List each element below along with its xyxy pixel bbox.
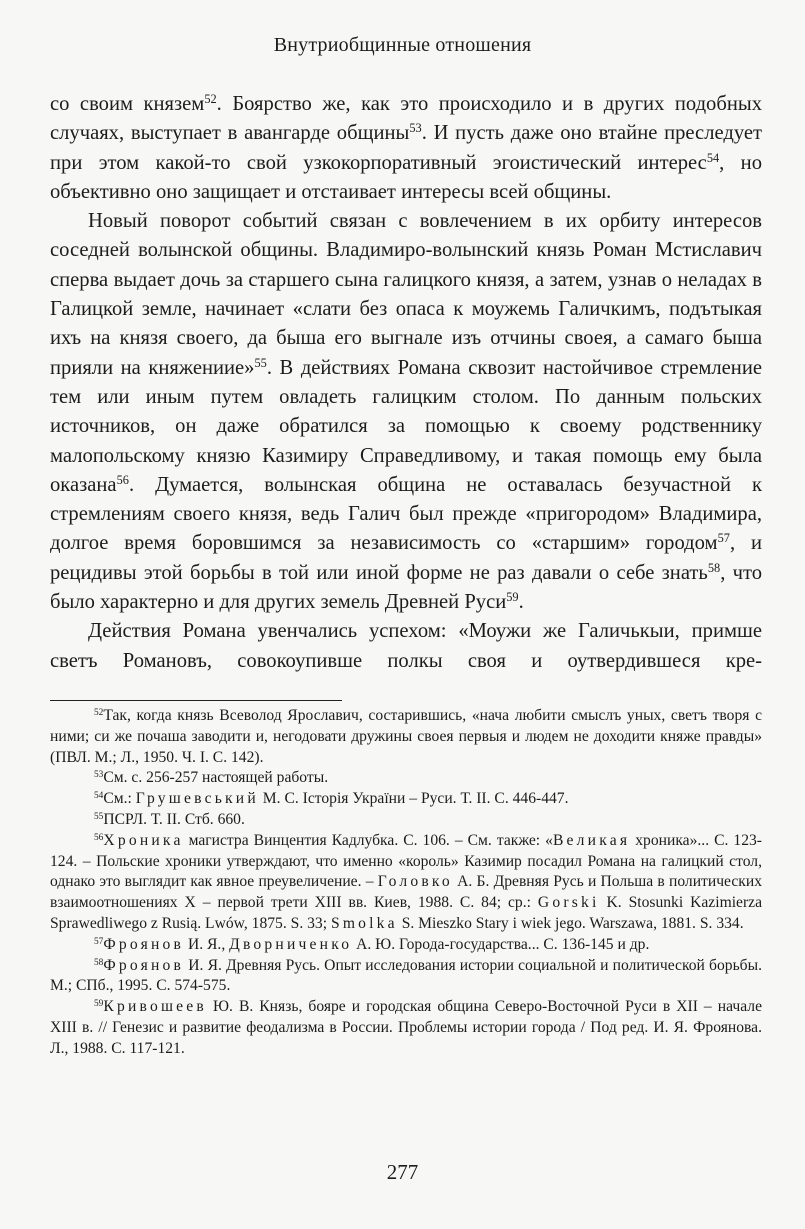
spaced-emphasis: Дворниченко [229,935,353,953]
footnote-reference: 53 [409,121,422,136]
footnote-reference: 59 [506,590,519,605]
text-run: Новый поворот событий связан с вовлечением в их орбиту интересов соседней волынской общины. Владимиро-волынский князь Роман Мстиславич сперва выдает дочь за старшего сына галицкого князя, а затем, узнав о неладах в Галицкой земле, начинает «слати без опаса к моужемь Галичкимъ, подътыкая ихъ на князя своего, да быша его выгнале изъ отчины своея, а самаго быша прияли на княжениие» [50,210,762,379]
footnotes [50,706,762,1060]
text-run: М. С. Історія України – Руси. Т. ІІ. С. 446-447. [258,790,569,808]
footnote-58 [50,956,762,998]
text-run: магистра Винцентия Кадлубка. С. 106. – См. также: « [183,831,553,849]
text-run: , и рецидивы этой борьбы в той или иной форме не раз давали о себе знать [50,532,762,584]
spaced-emphasis: Кривошеев [103,998,207,1016]
footnote-56 [50,831,762,935]
spaced-emphasis: Грушевський [135,790,259,808]
text-run: хроника»... С. 123-124. – Польские хроники утверждают, что именно «король» Казимир посадил Романа на галицкий стол, однако это выглядит как явное преувеличение. – [50,831,762,891]
text-run: А. Ю. Города-государства... С. 136-145 и др. [352,935,650,953]
footnote-reference: 55 [254,355,267,370]
text-run: , но объективно оно защищает и отстаивает интересы всей общины. [50,151,762,203]
spaced-emphasis: Хроника [103,831,184,849]
text-run: И. Я., [184,935,230,953]
footnote-number: 59 [94,999,104,1010]
spaced-emphasis: Великая [552,831,631,849]
text-run: См.: [103,790,136,808]
footnote-number: 57 [94,936,104,947]
footnote-reference: 56 [116,473,129,488]
paragraph-3 [50,617,762,676]
footnote-reference: 52 [204,92,217,107]
page-number: 277 [386,1160,419,1184]
footnote-separator [50,700,342,701]
paragraph-2 [50,207,762,617]
footnote-reference: 58 [707,560,721,575]
text-run: со своим князем [50,93,205,115]
spaced-emphasis: Smolka [330,914,398,932]
paragraph-1 [50,90,762,207]
text-run: . И пусть даже оно втайне преследует при этом какой-то свой узкокорпоративный эгоистический интерес [50,122,762,174]
running-header: Внутриобщинные отношения [273,34,532,56]
footnote-number: 54 [94,791,104,802]
footnote-reference: 57 [717,531,730,546]
footnote-reference: 54 [706,150,720,165]
spaced-emphasis: Головко [377,873,453,891]
text-run: K. Stosunki Kazimierza Sprawedliwego z Rusią. Lwów, 1875. S. 33; [50,894,762,932]
text-run: . Боярство же, как это происходило и в других подобных случаях, выступает в авангарде общины [50,93,762,145]
main-text [50,90,762,676]
text-run: , что было характерно и для других земель Древней Руси [50,561,762,614]
text-run: И. Я. Древняя Русь. Опыт исследования истории социальной и политической борьбы. М.; СПб., 1995. С. 574-575. [50,956,762,995]
text-run: А. Б. Древняя Русь и Польша в политических взаимоотношениях X – первой трети XIII вв. Киев, 1988. С. 84; ср.: [50,873,762,912]
text-run: ПСРЛ. Т. ІІ. Стб. 660. [103,810,245,828]
spaced-emphasis: Фроянов [103,935,185,953]
text-run: . [518,591,524,614]
footnote-53 [50,768,762,789]
text-run: Так, когда князь Всеволод Ярославич, состарившись, «нача любити смыслъ уных, светъ творя с ними; си же почаша заводити и, негодовати дружины своея первыя и людем не доходити княже правды» (ПВЛ. М.; Л., 1950. Ч. I. С. 142). [50,707,762,766]
footnote-52 [50,706,762,768]
text-run: S. Mieszko Stary i wiek jego. Warszawa, 1881. S. 334. [397,914,744,932]
text-run: . Думается, волынская община не оставалась безучастной к стремлениям своего князя, ведь Галич был прежде «пригородом» Владимира, долгое время боровшимся за независимость со «старшим» городом [50,473,762,555]
footnote-57 [50,935,762,956]
footnote-55 [50,810,762,831]
text-run: Действия Романа увенчались успехом: «Моужи же Галичькыи, примше светъ Романовъ, совокоупивше полкы своя и оутвердившеся кре- [50,620,762,672]
spaced-emphasis: Фроянов [103,956,185,974]
footnote-54 [50,789,762,810]
text-run: . В действиях Романа сквозит настойчивое стремление тем или иным путем овладеть галицким столом. По данным польских источников, он даже обратился за помощью к своему родственнику малопольскому князю Казимиру Справедливому, и такая помощь ему была оказана [50,356,762,496]
footnote-number: 53 [94,770,104,781]
footnote-number: 55 [94,811,104,822]
footnote-number: 52 [94,707,104,718]
text-run: См. с. 256-257 настоящей работы. [103,769,329,787]
footnote-59 [50,997,762,1059]
footnote-number: 56 [94,832,104,843]
footnote-number: 58 [94,957,104,968]
spaced-emphasis: Gorski [537,894,600,912]
text-run: Ю. В. Князь, бояре и городская община Северо-Восточной Руси в XII – начале XIII в. // Генезис и развитие феодализма в России. Проблемы истории города / Под ред. И. Я. Фроянова. Л., 1988. С. 117-121. [50,998,762,1057]
